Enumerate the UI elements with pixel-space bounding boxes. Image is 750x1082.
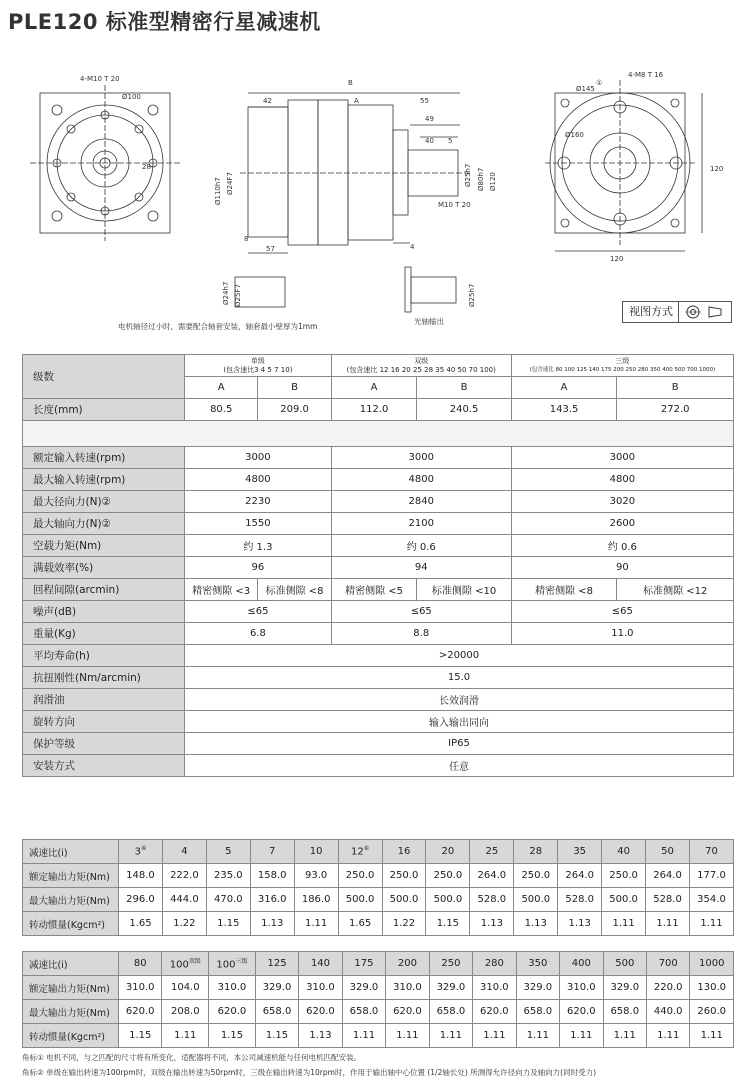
row-label: 保护等级 — [23, 733, 185, 755]
table-row — [23, 601, 734, 623]
spec-rows-3col-b — [23, 601, 734, 645]
svg-text:M10 T 20: M10 T 20 — [438, 201, 471, 209]
cell: 130.0 — [690, 976, 734, 1000]
cell: 220.0 — [647, 976, 690, 1000]
row-label: 转动惯量(Kgcm²) — [23, 912, 119, 936]
cell: 470.0 — [206, 888, 250, 912]
cell: $100^{三级}$ — [209, 952, 256, 976]
svg-text:Ø24F7: Ø24F7 — [226, 172, 234, 195]
cell: 1.11 — [689, 912, 733, 936]
table-row: 长度(mm) 80.5 209.0 112.0 240.5 143.5 272.0 — [23, 399, 734, 421]
cell: 620.0 — [386, 1000, 429, 1024]
cell: 50 — [646, 840, 690, 864]
cell: 260.0 — [690, 1000, 734, 1024]
cell: 310.0 — [560, 976, 603, 1000]
cell: >20000 — [185, 645, 734, 667]
cell: 200 — [386, 952, 429, 976]
cell: 4800 — [185, 469, 332, 491]
cell: 93.0 — [294, 864, 338, 888]
cell: 329.0 — [255, 976, 298, 1000]
row-label: 最大输出力矩(Nm) — [23, 1000, 119, 1024]
svg-text:①: ① — [596, 79, 603, 87]
table-row — [23, 755, 734, 777]
cell: 28 — [514, 840, 558, 864]
cell: 约 0.6 — [331, 535, 511, 557]
cell: ≤65 — [185, 601, 332, 623]
spec-rows-3col — [23, 447, 734, 579]
cell: 1550 — [185, 513, 332, 535]
cell: 620.0 — [473, 1000, 516, 1024]
cell: 任意 — [185, 755, 734, 777]
row-label: 最大轴向力(N)② — [23, 513, 185, 535]
cell: 500.0 — [426, 888, 470, 912]
cell: 528.0 — [646, 888, 690, 912]
row-label: 平均寿命(h) — [23, 645, 185, 667]
cell: 125 — [255, 952, 298, 976]
svg-text:Ø120: Ø120 — [489, 172, 497, 191]
row-label: 减速比(i) — [23, 952, 119, 976]
spec-rows-1col — [23, 645, 734, 777]
footnote-2: 角标② 单级在输出转速为100rpm时，双级在输出转速为50rpm时，三级在输出转速为10rpm时，作用于输出轴中心位置 (1/2轴长处) 所测得允许径向力及轴向力(同时受力) — [22, 1068, 596, 1077]
cell: 1.15 — [119, 1024, 162, 1048]
mark: ④ — [140, 845, 147, 853]
cell: 1.11 — [162, 1024, 209, 1048]
cell: 96 — [185, 557, 332, 579]
cell: 500 — [603, 952, 646, 976]
cell: 140 — [299, 952, 342, 976]
svg-text:Ø25F7: Ø25F7 — [234, 284, 242, 307]
cell: 1.11 — [647, 1024, 690, 1048]
cell: 528.0 — [470, 888, 514, 912]
cell: 440.0 — [647, 1000, 690, 1024]
cell: 2100 — [331, 513, 511, 535]
svg-text:Ø80h7: Ø80h7 — [477, 167, 485, 191]
cell: 长效润滑 — [185, 689, 734, 711]
table-row — [23, 645, 734, 667]
cell: 4 — [162, 840, 206, 864]
svg-text:Ø25h7: Ø25h7 — [464, 163, 472, 187]
svg-text:Ø145: Ø145 — [576, 85, 595, 93]
table-row — [23, 888, 734, 912]
cell: 1.65 — [338, 912, 382, 936]
cell: 329.0 — [603, 976, 646, 1000]
cell: 329.0 — [429, 976, 472, 1000]
cell: 316.0 — [250, 888, 294, 912]
row-label: 抗扭刚性(Nm/arcmin) — [23, 667, 185, 689]
row-label: 润滑油 — [23, 689, 185, 711]
cell: 310.0 — [473, 976, 516, 1000]
cell: 2230 — [185, 491, 332, 513]
row-label: 空载力矩(Nm) — [23, 535, 185, 557]
cell: 208.0 — [162, 1000, 209, 1024]
row-label: 转动惯量(Kgcm²) — [23, 1024, 119, 1048]
cell: 1.11 — [602, 912, 646, 936]
table-row: 回程间隙(arcmin) 精密侧隙 <3 标准侧隙 <8 精密侧隙 <5 标准侧隙 <10 精密侧隙 <8 标准侧隙 <12 — [23, 579, 734, 601]
cell: 1.11 — [429, 1024, 472, 1048]
cell: 310.0 — [209, 976, 256, 1000]
cell: 15.0 — [185, 667, 734, 689]
table-row — [23, 469, 734, 491]
cell: 1.11 — [560, 1024, 603, 1048]
cell: 1.13 — [558, 912, 602, 936]
row-label: 额定输出力矩(Nm) — [23, 976, 119, 1000]
svg-text:5: 5 — [448, 137, 453, 145]
cell: 4800 — [331, 469, 511, 491]
cell: 310.0 — [386, 976, 429, 1000]
cell: 12④ — [338, 840, 382, 864]
cell: 16 — [382, 840, 426, 864]
cell: 3000 — [185, 447, 332, 469]
svg-text:Ø110h7: Ø110h7 — [214, 177, 222, 205]
cell: IP65 — [185, 733, 734, 755]
cell: 94 — [331, 557, 511, 579]
cell: 250.0 — [514, 864, 558, 888]
row-label: 最大径向力(N)② — [23, 491, 185, 513]
cell: 264.0 — [470, 864, 514, 888]
cell: 700 — [647, 952, 690, 976]
table-row — [23, 952, 734, 976]
table-row — [23, 840, 734, 864]
row-label: 重量(Kg) — [23, 623, 185, 645]
cell: 1.11 — [473, 1024, 516, 1048]
cell: 1.11 — [646, 912, 690, 936]
cell: 250.0 — [338, 864, 382, 888]
cell: 658.0 — [342, 1000, 385, 1024]
cell: 1.15 — [426, 912, 470, 936]
cell: 7 — [250, 840, 294, 864]
svg-text:57: 57 — [266, 245, 275, 253]
cell: 8.8 — [331, 623, 511, 645]
cell: 1.11 — [342, 1024, 385, 1048]
cell: 175 — [342, 952, 385, 976]
footnote-1: 角标① 电机不同，与之匹配的尺寸将有所变化，适配器将不同，本公司减速机能与任何电机匹配安装。 — [22, 1053, 362, 1062]
svg-text:Ø100: Ø100 — [122, 93, 141, 101]
table-row: 级数 单级 (包含速比3 4 5 7 10) 双级 (包含速比 12 16 20 25 28 35 40 50 70 100) 三级 (包含速比 80 100 125 140 175 200 250 280 350 400 500 700 1000) — [23, 355, 734, 377]
cell: ≤65 — [331, 601, 511, 623]
table-row — [23, 447, 734, 469]
cell: 528.0 — [558, 888, 602, 912]
cell: 500.0 — [338, 888, 382, 912]
cell: 158.0 — [250, 864, 294, 888]
cell: 2600 — [511, 513, 733, 535]
cell: 658.0 — [429, 1000, 472, 1024]
cell: 354.0 — [689, 888, 733, 912]
table-row — [23, 667, 734, 689]
cell: 1.15 — [209, 1024, 256, 1048]
cell: 235.0 — [206, 864, 250, 888]
cell: 222.0 — [162, 864, 206, 888]
row-label: 额定输入转速(rpm) — [23, 447, 185, 469]
cell: 1.65 — [119, 912, 163, 936]
cell: 40 — [602, 840, 646, 864]
cell: 658.0 — [516, 1000, 559, 1024]
svg-text:120: 120 — [710, 165, 724, 173]
cell: ≤65 — [511, 601, 733, 623]
svg-text:40: 40 — [425, 137, 434, 145]
cell: 500.0 — [382, 888, 426, 912]
cell: 3000 — [331, 447, 511, 469]
svg-text:Ø160: Ø160 — [565, 131, 584, 139]
row-label: 最大输出力矩(Nm) — [23, 888, 119, 912]
svg-text:4-M8 T 16: 4-M8 T 16 — [628, 71, 664, 79]
table-row — [23, 623, 734, 645]
cell: 约 1.3 — [185, 535, 332, 557]
svg-text:A: A — [354, 97, 359, 105]
svg-text:55: 55 — [420, 97, 429, 105]
cell: 10 — [294, 840, 338, 864]
cell: 329.0 — [516, 976, 559, 1000]
cell: 6.8 — [185, 623, 332, 645]
cell: 280 — [473, 952, 516, 976]
cell: 500.0 — [602, 888, 646, 912]
cell: 500.0 — [514, 888, 558, 912]
mark: 双级 — [188, 958, 201, 966]
cell: 35 — [558, 840, 602, 864]
table-row — [23, 711, 734, 733]
cell: 186.0 — [294, 888, 338, 912]
cell: 296.0 — [119, 888, 163, 912]
cell: 1.15 — [255, 1024, 298, 1048]
mark: 三级 — [235, 958, 248, 966]
cell: 4800 — [511, 469, 733, 491]
cell: 80 — [119, 952, 162, 976]
motor-note: 电机轴径过小时，需要配合轴套安装，轴套最小壁厚为1mm — [118, 322, 318, 331]
cell: 约 0.6 — [511, 535, 733, 557]
table-row — [23, 912, 734, 936]
svg-text:Ø25h7: Ø25h7 — [468, 283, 476, 307]
cell: 310.0 — [119, 976, 162, 1000]
cell: 3020 — [511, 491, 733, 513]
cell: 1.13 — [514, 912, 558, 936]
svg-text:28: 28 — [142, 163, 151, 171]
cell: 620.0 — [560, 1000, 603, 1024]
table-row — [23, 491, 734, 513]
cell: 250.0 — [426, 864, 470, 888]
table-row — [23, 689, 734, 711]
cell: 1.22 — [382, 912, 426, 936]
cell: 310.0 — [299, 976, 342, 1000]
cell: 444.0 — [162, 888, 206, 912]
row-label: 减速比(i) — [23, 840, 119, 864]
cell: 264.0 — [558, 864, 602, 888]
cell: 1.11 — [690, 1024, 734, 1048]
cell: 输入输出同向 — [185, 711, 734, 733]
ratio-table-1 — [22, 839, 734, 936]
mark: ④ — [363, 845, 370, 853]
cell: 148.0 — [119, 864, 163, 888]
row-label: 额定输出力矩(Nm) — [23, 864, 119, 888]
cell: 2840 — [331, 491, 511, 513]
page-title: PLE120 标准型精密行星减速机 — [8, 10, 321, 34]
cell: 90 — [511, 557, 733, 579]
svg-text:42: 42 — [263, 97, 272, 105]
cell: 104.0 — [162, 976, 209, 1000]
projection-icon — [679, 302, 729, 322]
cell: 658.0 — [255, 1000, 298, 1024]
row-label: 满载效率(%) — [23, 557, 185, 579]
svg-text:120: 120 — [610, 255, 624, 263]
plain-shaft-note: 光轴输出 — [414, 317, 444, 326]
cell: 1.11 — [386, 1024, 429, 1048]
row-label: 最大输入转速(rpm) — [23, 469, 185, 491]
cell: 1.11 — [516, 1024, 559, 1048]
svg-text:8: 8 — [244, 235, 249, 243]
cell: 1.13 — [250, 912, 294, 936]
svg-text:49: 49 — [425, 115, 434, 123]
cell: 1.11 — [294, 912, 338, 936]
cell: 25 — [470, 840, 514, 864]
cell: $100^{双级}$ — [162, 952, 209, 976]
cell: 11.0 — [511, 623, 733, 645]
table-row — [23, 1000, 734, 1024]
cell: 1000 — [690, 952, 734, 976]
cell: 1.22 — [162, 912, 206, 936]
ratio-table-2 — [22, 951, 734, 1048]
row-label: 旋转方向 — [23, 711, 185, 733]
svg-text:4: 4 — [410, 243, 415, 251]
svg-text:B: B — [348, 79, 353, 87]
cell: 177.0 — [689, 864, 733, 888]
cell: 3④ — [119, 840, 163, 864]
cell: 1.11 — [603, 1024, 646, 1048]
cell: 3000 — [511, 447, 733, 469]
cell: 1.15 — [206, 912, 250, 936]
table-row — [23, 1024, 734, 1048]
spec-table — [22, 354, 734, 777]
cell: 1.13 — [299, 1024, 342, 1048]
table-row — [23, 864, 734, 888]
cell: 400 — [560, 952, 603, 976]
svg-text:Ø24h7: Ø24h7 — [222, 281, 230, 305]
table-row — [23, 513, 734, 535]
cell: 1.13 — [470, 912, 514, 936]
cell: 250.0 — [602, 864, 646, 888]
table-row — [23, 535, 734, 557]
table-row — [23, 733, 734, 755]
cell: 329.0 — [342, 976, 385, 1000]
table-row: A B A B A B — [23, 377, 734, 399]
table-row — [23, 557, 734, 579]
spacer-row — [23, 421, 734, 447]
cell: 20 — [426, 840, 470, 864]
cell: 264.0 — [646, 864, 690, 888]
svg-text:4-M10 T 20: 4-M10 T 20 — [80, 75, 120, 83]
cell: 620.0 — [209, 1000, 256, 1024]
cell: 70 — [689, 840, 733, 864]
view-method-box — [622, 301, 732, 323]
cell: 620.0 — [119, 1000, 162, 1024]
cell: 350 — [516, 952, 559, 976]
table-row — [23, 976, 734, 1000]
view-method-label: 视图方式 — [623, 302, 679, 322]
cell: 658.0 — [603, 1000, 646, 1024]
cell: 5 — [206, 840, 250, 864]
cell: 620.0 — [299, 1000, 342, 1024]
cell: 250 — [429, 952, 472, 976]
row-label: 安装方式 — [23, 755, 185, 777]
cell: 250.0 — [382, 864, 426, 888]
row-label: 噪声(dB) — [23, 601, 185, 623]
